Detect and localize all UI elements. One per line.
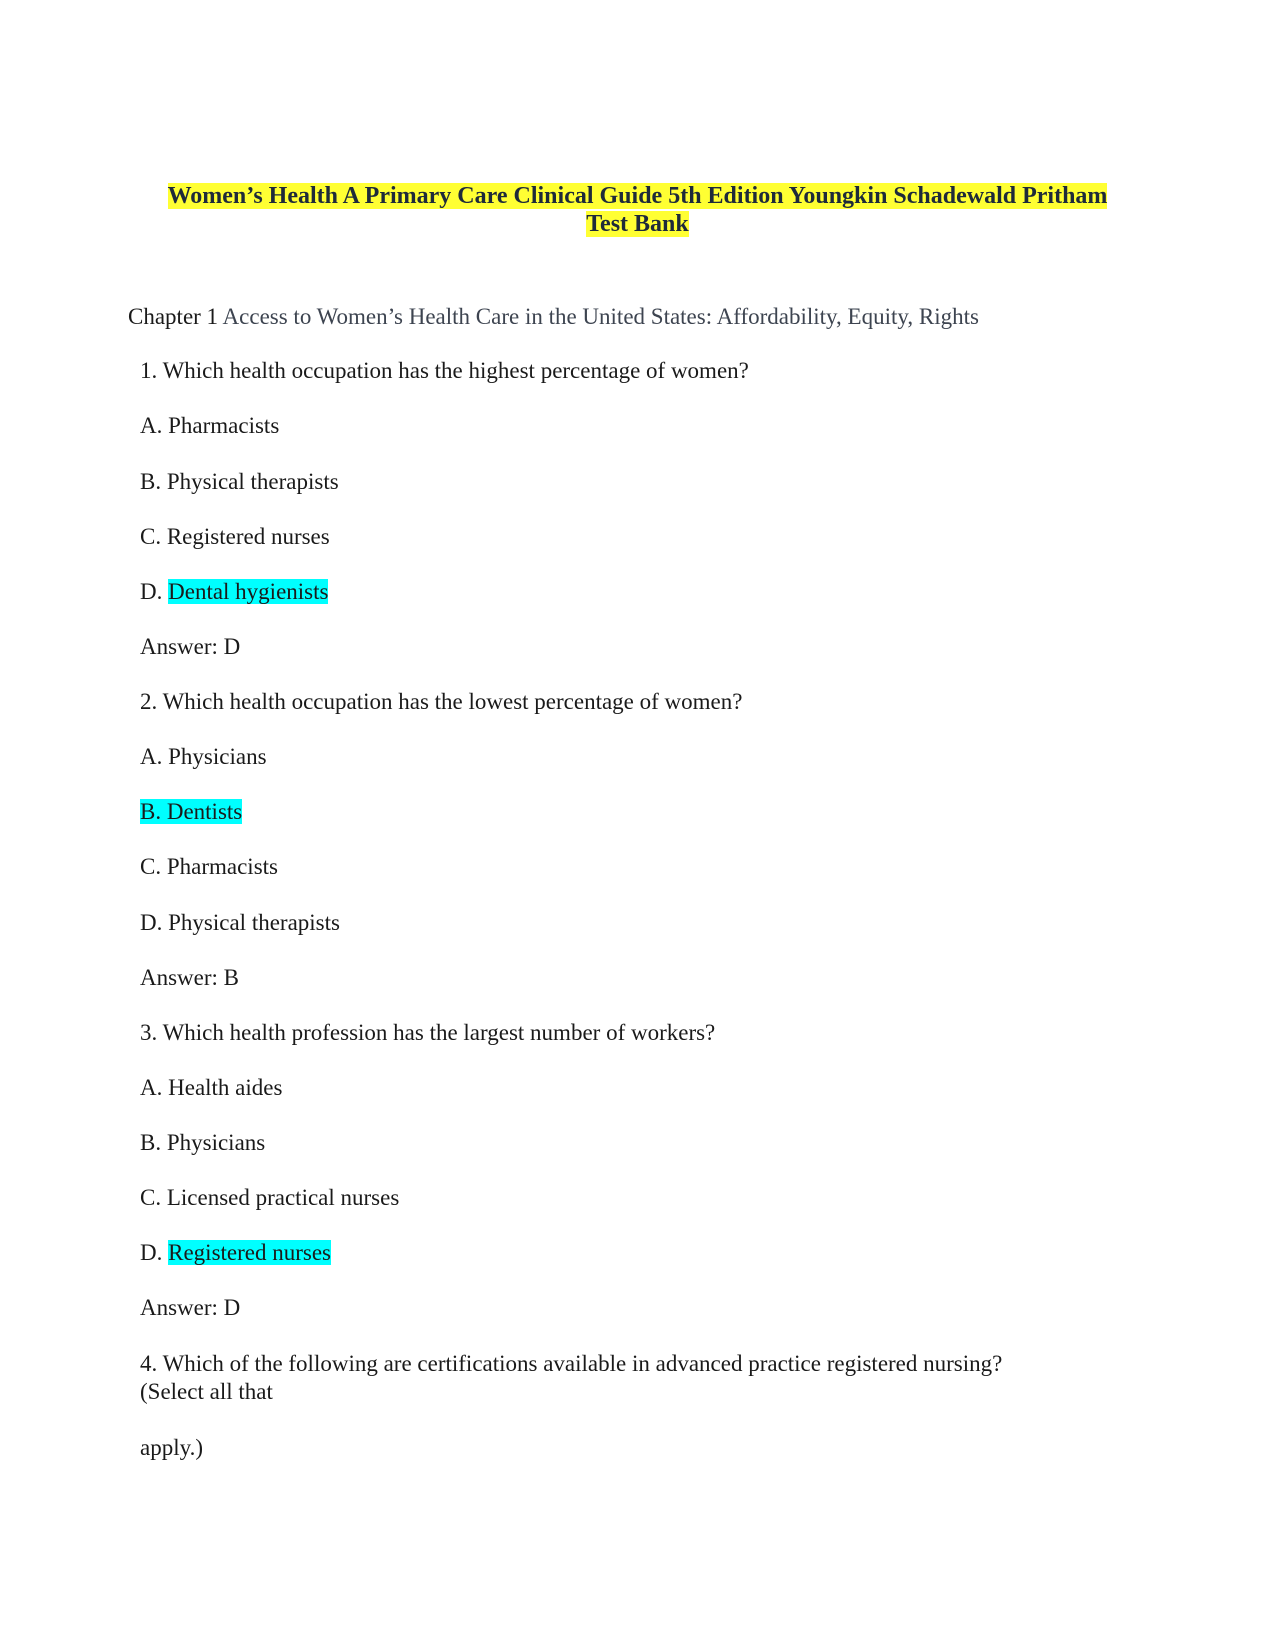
- question-2-option-b: [140, 798, 242, 826]
- question-1-option-c: [140, 523, 330, 551]
- option-text: Physicians: [166, 1130, 266, 1155]
- option-text: Pharmacists: [166, 854, 278, 879]
- option-letter: A.: [140, 1075, 163, 1100]
- question-4-stem-line-1: 4. Which of the following are certifications available in advanced practice registered nursing?: [140, 1351, 1003, 1376]
- option-letter: B.: [140, 469, 162, 494]
- option-text: Physicians: [168, 744, 267, 769]
- title-line-1: Women’s Health A Primary Care Clinical Guide 5th Edition Youngkin Schadewald Pritham: [167, 183, 1108, 209]
- chapter-label: Chapter 1: [128, 304, 219, 329]
- option-text: Health aides: [168, 1075, 283, 1100]
- option-text: Physical therapists: [166, 469, 339, 494]
- question-4-stem-line-3: apply.): [140, 1435, 204, 1460]
- option-text: Pharmacists: [168, 413, 280, 438]
- option-text: Physical therapists: [168, 910, 340, 935]
- question-1-stem: 1. Which health occupation has the highest percentage of women?: [140, 358, 749, 383]
- option-text: Dentists: [166, 799, 243, 824]
- option-text-highlighted: Dental hygienists: [168, 579, 329, 604]
- question-1-option-b: [140, 468, 339, 496]
- title-line-2: Test Bank: [586, 211, 689, 237]
- question-3-option-a: [140, 1074, 282, 1102]
- chapter-subtitle: Access to Women’s Health Care in the United States: Affordability, Equity, Rights: [222, 304, 979, 329]
- option-letter: A.: [140, 744, 163, 769]
- option-highlighted: [140, 799, 242, 824]
- question-1-option-d: [140, 578, 328, 606]
- option-letter: B.: [140, 799, 162, 824]
- option-letter: B.: [140, 1130, 162, 1155]
- option-letter: C.: [140, 854, 162, 879]
- question-2-option-c: [140, 853, 278, 881]
- question-1-answer: Answer: D: [140, 634, 241, 659]
- option-letter: C.: [140, 1185, 162, 1210]
- question-2-answer: Answer: B: [140, 965, 240, 990]
- question-3-answer: Answer: D: [140, 1295, 241, 1320]
- question-3-option-d: [140, 1239, 331, 1267]
- option-text: Licensed practical nurses: [166, 1185, 400, 1210]
- question-2-option-d: [140, 909, 340, 937]
- question-1-option-a: [140, 412, 279, 440]
- question-3-option-b: [140, 1129, 265, 1157]
- question-3-option-c: [140, 1184, 399, 1212]
- option-letter: A.: [140, 413, 163, 438]
- option-letter: D.: [140, 1240, 163, 1265]
- question-2-option-a: [140, 743, 267, 771]
- document-title: [0, 182, 1275, 238]
- question-3-stem: 3. Which health profession has the largest number of workers?: [140, 1020, 716, 1045]
- option-letter: D.: [140, 910, 163, 935]
- question-2-stem: 2. Which health occupation has the lowest percentage of women?: [140, 689, 743, 714]
- option-text-highlighted: Registered nurses: [168, 1240, 332, 1265]
- option-letter: D.: [140, 579, 163, 604]
- question-4-stem-line-2: (Select all that: [140, 1379, 273, 1404]
- option-letter: C.: [140, 524, 162, 549]
- option-text: Registered nurses: [166, 524, 330, 549]
- chapter-heading: [128, 303, 979, 331]
